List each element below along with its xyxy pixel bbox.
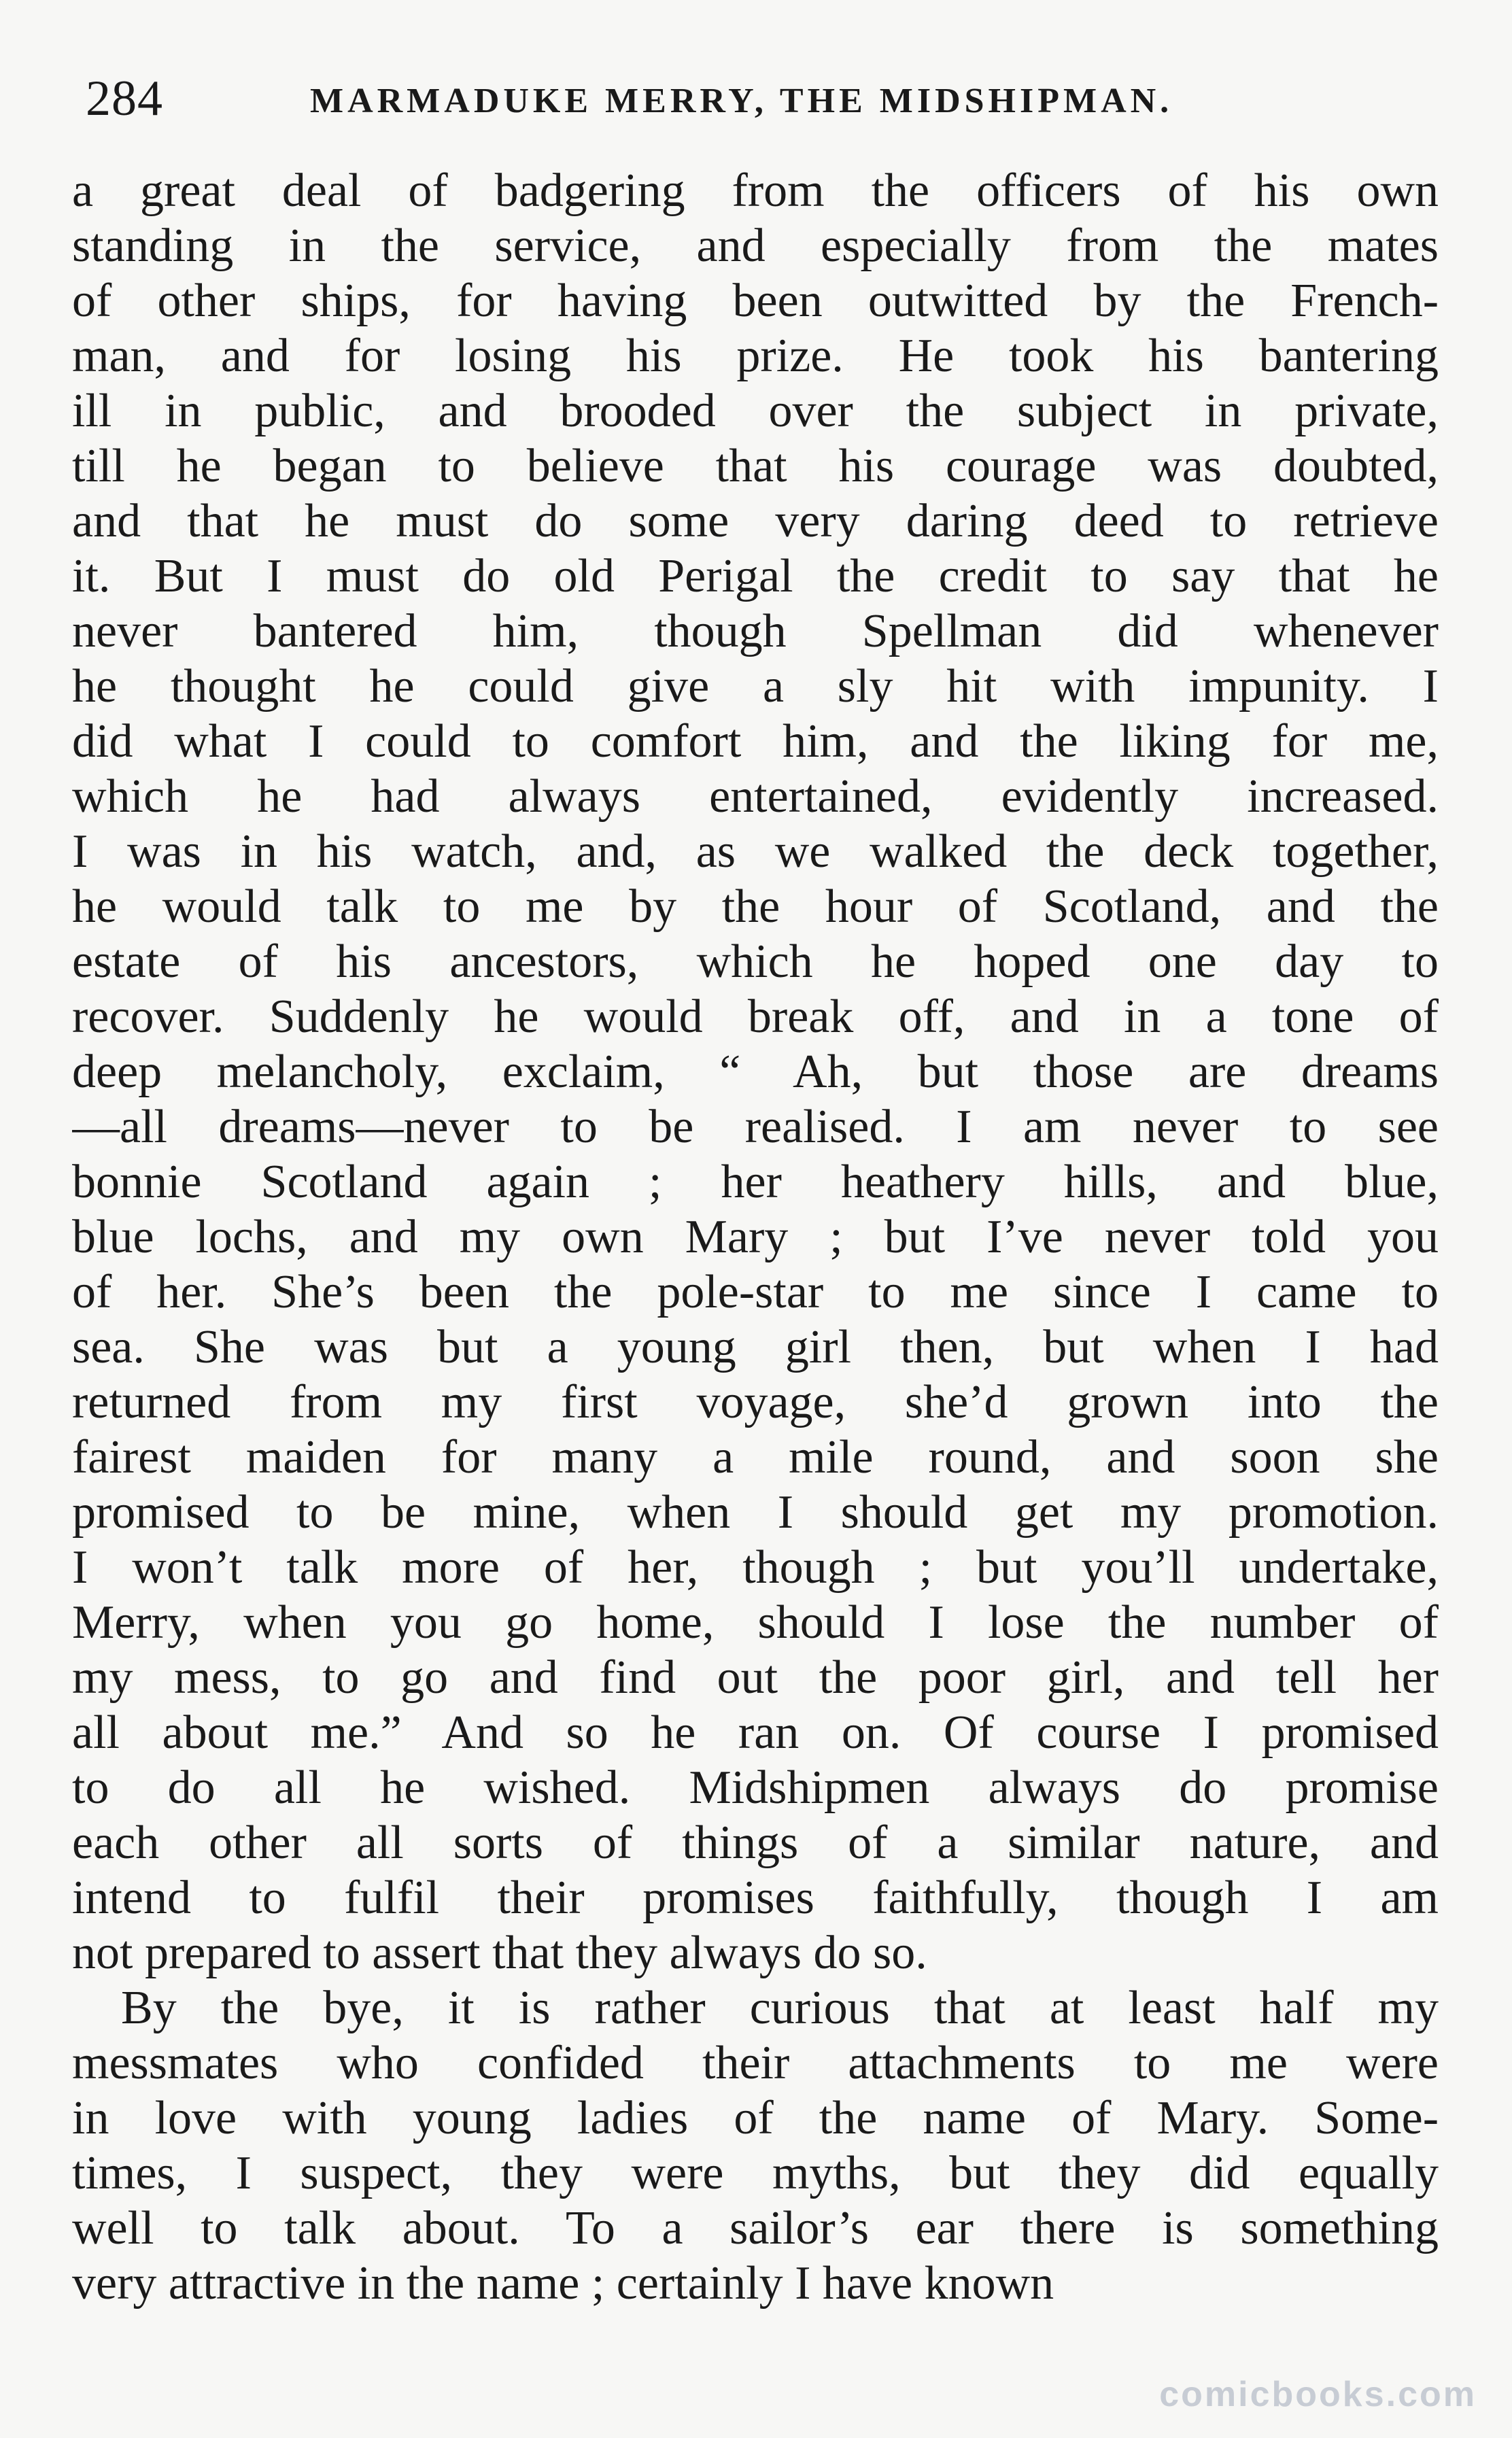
text-line: Merry, when you go home, should I lose the number of	[72, 1596, 1439, 1649]
text-line: to do all he wished. Midshipmen always do promise	[72, 1762, 1439, 1814]
paragraph	[72, 1980, 1439, 2311]
text-line: messmates who confided their attachments to me were	[72, 2037, 1439, 2089]
text-line: he would talk to me by the hour of Scotland, and the	[72, 880, 1439, 933]
text-line: a great deal of badgering from the officers of his own	[72, 165, 1439, 217]
text-line: fairest maiden for many a mile round, and soon she	[72, 1431, 1439, 1483]
text-line: estate of his ancestors, which he hoped one day to	[72, 935, 1439, 988]
text-line: all about me.” And so he ran on. Of course I promised	[72, 1706, 1439, 1759]
text-line: I was in his watch, and, as we walked the deck together,	[72, 825, 1439, 878]
text-line: did what I could to comfort him, and the liking for me,	[72, 715, 1439, 768]
text-line: of her. She’s been the pole-star to me since I came to	[72, 1266, 1439, 1318]
text-line: in love with young ladies of the name of Mary. Some-	[72, 2092, 1439, 2144]
text-line: recover. Suddenly he would break off, and in a tone of	[72, 991, 1439, 1043]
text-line: very attractive in the name ; certainly I have known	[72, 2257, 1054, 2310]
text-line: promised to be mine, when I should get my promotion.	[72, 1486, 1439, 1539]
text-line: By the bye, it is rather curious that at least half my	[121, 1982, 1439, 2034]
running-header	[86, 61, 1439, 143]
text-line: of other ships, for having been outwitted by the French-	[72, 275, 1439, 327]
text-line: standing in the service, and especially from the mates	[72, 220, 1439, 272]
text-line: —all dreams—never to be realised. I am never to see	[72, 1101, 1439, 1153]
text-line: and that he must do some very daring deed to retrieve	[72, 495, 1439, 547]
text-line: times, I suspect, they were myths, but they did equally	[72, 2147, 1439, 2199]
text-line: it. But I must do old Perigal the credit to say that he	[72, 550, 1439, 602]
body-text	[72, 163, 1439, 2311]
page-number: 284	[86, 71, 163, 126]
text-line: never bantered him, though Spellman did whenever	[72, 605, 1439, 657]
text-line: till he began to believe that his courage was doubted,	[72, 440, 1439, 492]
text-line: blue lochs, and my own Mary ; but I’ve never told you	[72, 1211, 1439, 1263]
text-line: returned from my first voyage, she’d grown into the	[72, 1376, 1439, 1428]
text-line: man, and for losing his prize. He took his bantering	[72, 330, 1439, 382]
text-line: deep melancholy, exclaim, “ Ah, but those are dreams	[72, 1046, 1439, 1098]
text-line: I won’t talk more of her, though ; but you’ll undertake,	[72, 1541, 1439, 1594]
text-line: intend to fulfil their promises faithfully, though I am	[72, 1872, 1439, 1924]
watermark: comicbooks.com	[1159, 2375, 1477, 2414]
running-title: MARMADUKE MERRY, THE MIDSHIPMAN.	[310, 82, 1173, 120]
text-line: my mess, to go and find out the poor girl, and tell her	[72, 1651, 1439, 1704]
text-line: he thought he could give a sly hit with impunity. I	[72, 660, 1439, 712]
text-line: sea. She was but a young girl then, but when I had	[72, 1321, 1439, 1373]
text-line: which he had always entertained, evidently increased.	[72, 770, 1439, 823]
book-page	[65, 41, 1452, 2393]
text-line: each other all sorts of things of a similar nature, and	[72, 1817, 1439, 1869]
text-line: not prepared to assert that they always do so.	[72, 1927, 927, 1979]
text-line: bonnie Scotland again ; her heathery hills, and blue,	[72, 1156, 1439, 1208]
paragraph	[72, 163, 1439, 1980]
text-line: ill in public, and brooded over the subject in private,	[72, 385, 1439, 437]
text-line: well to talk about. To a sailor’s ear there is something	[72, 2202, 1439, 2254]
